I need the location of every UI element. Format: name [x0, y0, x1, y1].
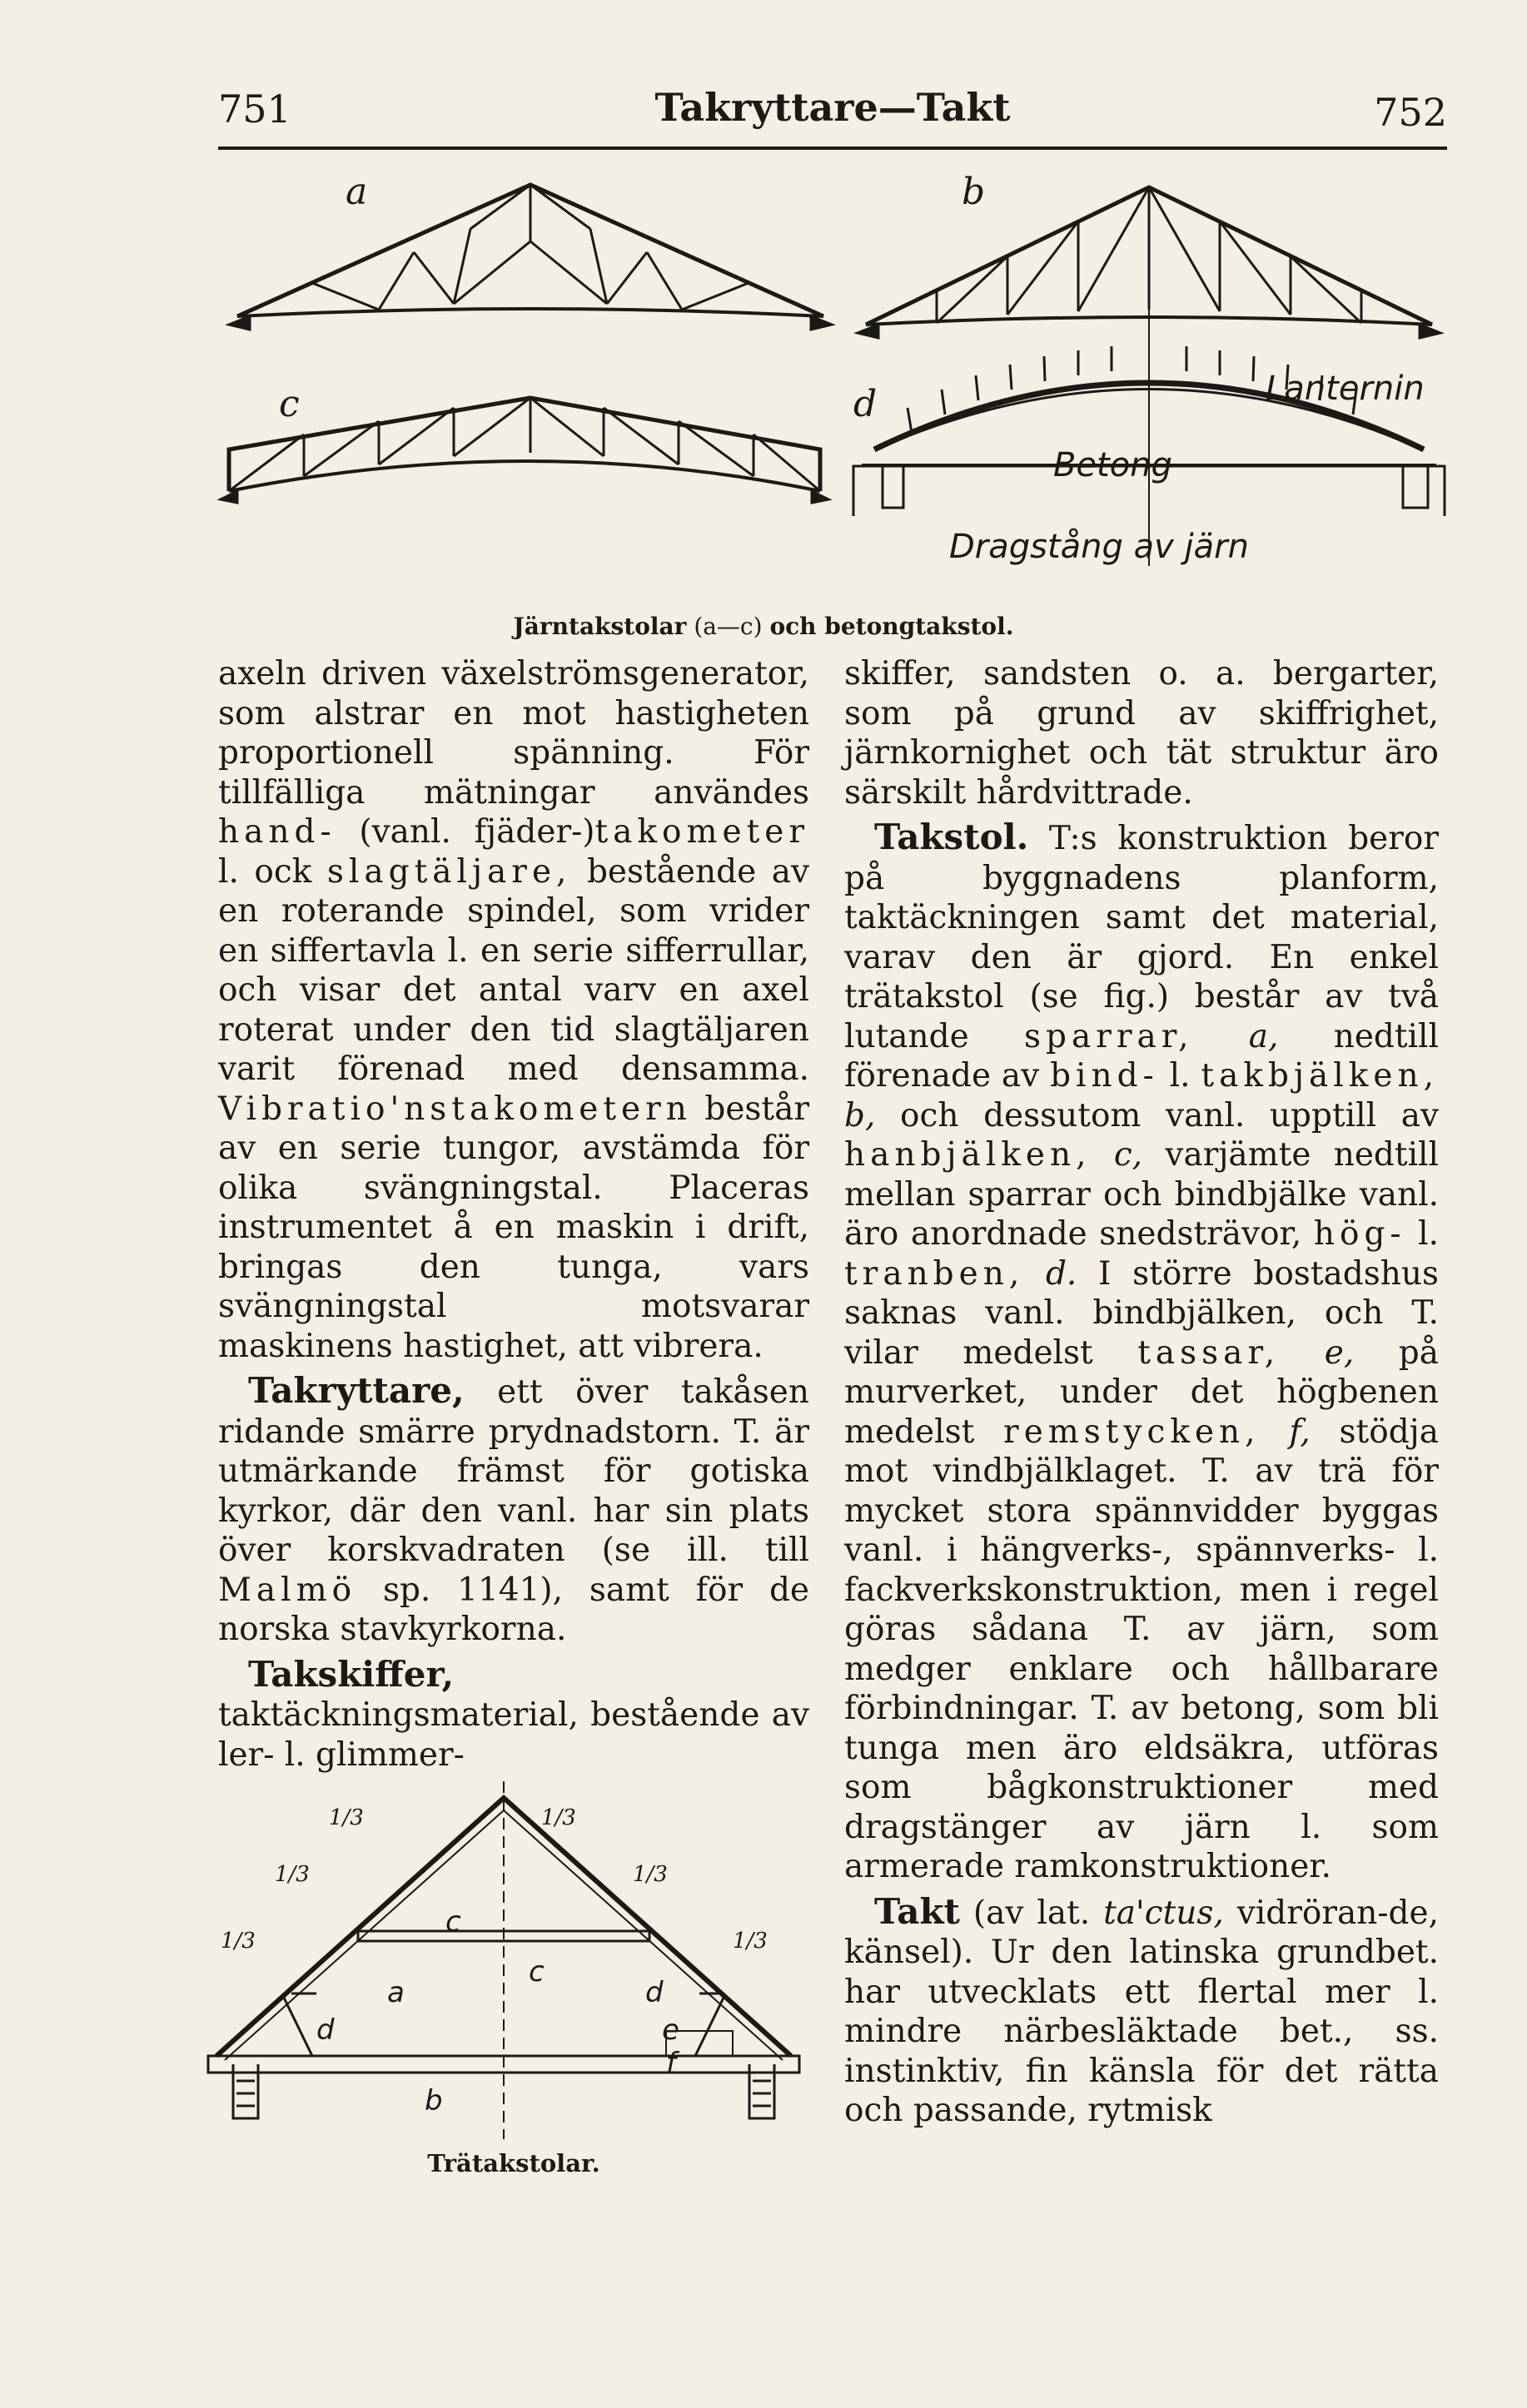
- fraction-6: 1/3: [733, 1929, 768, 1954]
- wood-label-d-left: d: [316, 2013, 335, 2047]
- concrete-truss-drawing: [853, 266, 1445, 566]
- truss-c-label: c: [279, 383, 300, 425]
- fraction-4: 1/3: [633, 1862, 668, 1887]
- header-rule: [218, 146, 1447, 150]
- takstol-entry: [844, 817, 1439, 1887]
- term-vibrationstakometern: Vibratio'nstakometern: [218, 1090, 692, 1128]
- term-takbjalken: takbjälken,: [1201, 1057, 1439, 1095]
- caption-rest: och betongtakstol.: [769, 613, 1014, 640]
- wooden-truss-caption: Trätakstolar.: [427, 2149, 600, 2177]
- term-tassar: tassar,: [1137, 1333, 1281, 1372]
- term-hog: hög-: [1313, 1215, 1406, 1253]
- takskiffer-entry: [218, 1655, 809, 1775]
- term-hanbjalken: hanbjälken,: [844, 1136, 1092, 1174]
- left-text-column: [218, 654, 809, 1780]
- term-tranben: tranben,: [844, 1254, 1025, 1293]
- wooden-truss-figure: [200, 1781, 808, 2139]
- takstol-text-5: varjämte nedtill mellan sparrar och bindbjälke vanl. äro anordnade snedsträvor,: [844, 1136, 1439, 1253]
- truss-b-label: b: [962, 171, 986, 213]
- takstol-text-9: stödja mot vindbjälklaget. T. av trä för mycket stora spännvidder byggas vanl. i hängverks-, spännverks- l. fackverkskonstruktion, men i regel göras sådana T. av järn, som medger enklare och hållbarare förbindningar. T. av betong, som bli tunga men äro eldsäkra, utföras som bågkonstruktioner med dragstänger av järn l. som armerade ramkonstruktioner.: [844, 1413, 1440, 1885]
- ref-d: d.: [1045, 1254, 1077, 1293]
- wood-label-c-right: c: [529, 1955, 545, 1988]
- takt-text-2: vidröran-de, känsel). Ur den latinska grundbet. har utvecklats ett flertal mer l. mindre närbesläktade bet., ss. instinktiv, fin känsla för det rätta och passande, rytmisk: [844, 1894, 1439, 2129]
- takryttare-entry: [218, 1371, 809, 1650]
- fraction-1: 1/3: [329, 1805, 364, 1830]
- takryttare-text-2: sp. 1141), samt för de norska stavkyrkorna.: [218, 1571, 809, 1648]
- ref-e: e,: [1324, 1333, 1355, 1372]
- term-slagtaljare: slagtäljare,: [326, 852, 572, 891]
- wood-label-d-right: d: [645, 1976, 664, 2009]
- term-hand: hand-: [218, 813, 336, 851]
- takometer-entry: [218, 654, 809, 1366]
- takskiffer-continued: [844, 654, 1439, 812]
- takometer-text-1: axeln driven växelströmsgenerator, som alstrar en mot hastigheten proportionell spänning. För tillfälliga mätningar användes: [218, 655, 809, 812]
- headword-takstol: Takstol.: [874, 817, 1029, 857]
- betong-label: Betong: [1053, 446, 1172, 484]
- wood-label-e: e: [662, 2013, 679, 2047]
- lanternin-label: Lanternin: [1266, 370, 1425, 408]
- ref-c: c,: [1113, 1136, 1143, 1174]
- truss-a-label: a: [346, 171, 368, 213]
- takryttare-text-1: ett över takåsen ridande smärre prydnadstorn. T. är utmärkande främst för gotiska kyrkor, där den vanl. har sin plats över korskvadraten (se ill. till: [218, 1373, 809, 1569]
- takometer-text-2: (vanl. fjäder-): [359, 813, 595, 851]
- takstol-text-1: T:s konstruktion beror på byggnadens planform, taktäckningen samt det material, varav den är gjord. En enkel trätakstol (se fig.) består av två lutande: [844, 820, 1440, 1055]
- ref-a: a,: [1248, 1017, 1279, 1055]
- page-number-left: 751: [218, 87, 291, 132]
- truss-a-drawing: [229, 185, 832, 330]
- takstol-text-4: och dessutom vanl. upptill av: [900, 1096, 1439, 1134]
- page-header: [218, 80, 1447, 146]
- takometer-text-3: l. ock: [218, 852, 312, 891]
- headword-takt: Takt: [874, 1890, 960, 1932]
- ref-f: f,: [1289, 1413, 1311, 1451]
- fraction-3: 1/3: [275, 1862, 310, 1887]
- wood-label-a: a: [387, 1976, 405, 2009]
- latin-tactus: ta'ctus,: [1103, 1894, 1224, 1932]
- term-takometer: takometer: [594, 813, 809, 851]
- takstol-text-2: nedtill förenade av: [844, 1017, 1439, 1095]
- term-bind: bind-: [1050, 1057, 1159, 1095]
- right-text-column: [844, 654, 1439, 2136]
- dragstang-label: Dragstång av järn: [949, 528, 1249, 566]
- takstol-text-6: l.: [1418, 1215, 1439, 1253]
- fraction-5: 1/3: [221, 1929, 256, 1954]
- term-remstycken: remstycken,: [1003, 1413, 1261, 1451]
- wood-label-c-left: c: [445, 1905, 461, 1939]
- concrete-truss-label: d: [853, 383, 878, 425]
- wooden-truss-drawing: [208, 1781, 799, 2139]
- headword-takryttare: Takryttare,: [248, 1370, 465, 1411]
- wood-label-f: f: [666, 2047, 676, 2080]
- term-sparrar: sparrar,: [1023, 1017, 1194, 1055]
- wood-label-b: b: [425, 2084, 443, 2118]
- takstol-text-8: på murverket, under det högbenen medelst: [844, 1333, 1439, 1451]
- iron-truss-figure: [212, 166, 1453, 608]
- takometer-text-5: består av en serie tungor, avstämda för olika svängningstal. Placeras instrumentet å en maskin i drift, bringas den tunga, vars svängningstal motsvarar maskinens hastighet, att vibrera.: [218, 1090, 809, 1365]
- page-number-right: 752: [1374, 90, 1447, 135]
- takstol-text-3: l.: [1169, 1057, 1191, 1095]
- caption-paren: (a—c): [694, 613, 763, 640]
- iron-truss-caption: [0, 613, 1527, 640]
- takskiffer-text-1: taktäckningsmaterial, bestående av ler- l. glimmer-: [218, 1696, 809, 1774]
- headword-takskiffer: Takskiffer,: [248, 1653, 455, 1695]
- caption-main: Järntakstolar: [513, 613, 687, 640]
- takstol-text-7: I större bostadshus saknas vanl. bindbjälken, och T. vilar medelst: [844, 1254, 1439, 1372]
- running-title: Takryttare—Takt: [654, 85, 1011, 130]
- takskiffer-text-2: skiffer, sandsten o. a. bergarter, som på grund av skiffrighet, järnkornighet och tät struktur äro särskilt hårdvittrade.: [844, 655, 1439, 812]
- truss-c-drawing: [221, 398, 828, 503]
- takometer-text-4: bestående av en roterande spindel, som vrider en siffertavla l. en serie sifferrullar, och visar det antal varv en axel roterat under den tid slagtäljaren varit förenad med densamma.: [218, 852, 809, 1088]
- ref-b: b,: [844, 1096, 876, 1134]
- term-malmo: Malmö: [218, 1571, 357, 1609]
- takt-text-1: (av lat.: [972, 1894, 1091, 1932]
- takt-entry: [844, 1892, 1439, 2131]
- fraction-2: 1/3: [541, 1805, 576, 1830]
